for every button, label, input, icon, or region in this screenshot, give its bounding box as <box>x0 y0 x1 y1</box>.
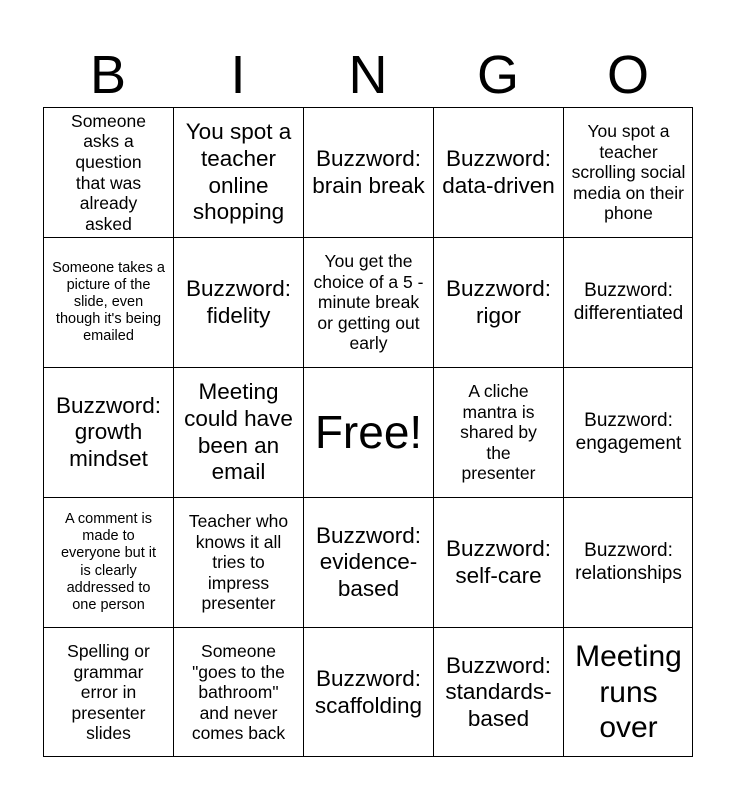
free-space-text: Free! <box>314 406 423 459</box>
bingo-cell-r5c4[interactable] <box>433 627 563 757</box>
cell-text: You get the choice of a 5 - minute break or getting out early <box>313 250 424 354</box>
bingo-cell-r4c3[interactable] <box>303 497 433 627</box>
bingo-cell-r1c1[interactable] <box>43 107 173 237</box>
bingo-cell-r5c3[interactable] <box>303 627 433 757</box>
cell-text: A cliche mantra is shared by the presenter <box>460 380 537 484</box>
cell-text: Someone "goes to the bathroom" and never comes back <box>191 640 286 744</box>
bingo-cell-r3c5[interactable] <box>563 367 693 497</box>
bingo-cell-r1c4[interactable] <box>433 107 563 237</box>
bingo-cell-r2c1[interactable] <box>43 237 173 367</box>
cell-text: Buzzword: rigor <box>445 275 552 328</box>
cell-text: Spelling or grammar error in presenter slides <box>67 640 150 744</box>
header-letter-i: I <box>230 45 246 105</box>
cell-text: Buzzword: scaffolding <box>314 665 423 718</box>
cell-text: Buzzword: relationships <box>575 540 682 584</box>
header-letter-n: N <box>348 45 388 105</box>
cell-text: Meeting runs over <box>575 640 682 745</box>
cell-text: Meeting could have been an email <box>184 379 293 485</box>
bingo-cell-r2c2[interactable] <box>173 237 303 367</box>
cell-text: Someone takes a picture of the slide, even though it's being emailed <box>52 259 165 345</box>
bingo-cell-r2c3[interactable] <box>303 237 433 367</box>
cell-text: Buzzword: evidence-based <box>315 522 422 601</box>
bingo-cell-r2c5[interactable] <box>563 237 693 367</box>
cell-text: Someone asks a question that was already asked <box>71 110 146 234</box>
bingo-cell-r5c5[interactable] <box>563 627 693 757</box>
bingo-cell-r4c4[interactable] <box>433 497 563 627</box>
bingo-cell-r1c2[interactable] <box>173 107 303 237</box>
cell-text: Buzzword: differentiated <box>573 280 684 324</box>
bingo-cell-r3c3-free[interactable] <box>303 367 433 497</box>
bingo-cell-r3c1[interactable] <box>43 367 173 497</box>
cell-text: You spot a teacher online shopping <box>185 119 292 225</box>
header-letter-g: G <box>476 45 519 105</box>
cell-text: Teacher who knows it all tries to impress presenter <box>188 510 289 614</box>
bingo-header <box>43 44 693 106</box>
bingo-cell-r4c5[interactable] <box>563 497 693 627</box>
cell-text: Buzzword: brain break <box>312 145 425 198</box>
bingo-cell-r3c4[interactable] <box>433 367 563 497</box>
bingo-cell-r5c2[interactable] <box>173 627 303 757</box>
bingo-cell-r4c2[interactable] <box>173 497 303 627</box>
cell-text: Buzzword: engagement <box>575 410 682 454</box>
cell-text: A comment is made to everyone but it is clearly addressed to one person <box>60 511 157 613</box>
bingo-board <box>43 107 693 757</box>
bingo-cell-r2c4[interactable] <box>433 237 563 367</box>
bingo-cell-r1c5[interactable] <box>563 107 693 237</box>
bingo-cell-r4c1[interactable] <box>43 497 173 627</box>
header-letter-o: O <box>606 45 649 105</box>
cell-text: You spot a teacher scrolling social media on their phone <box>571 120 686 224</box>
bingo-cell-r1c3[interactable] <box>303 107 433 237</box>
cell-text: Buzzword: data-driven <box>442 145 555 198</box>
cell-text: Buzzword: standards-based <box>445 652 552 731</box>
bingo-cell-r3c2[interactable] <box>173 367 303 497</box>
cell-text: Buzzword: self-care <box>445 535 552 588</box>
cell-text: Buzzword: fidelity <box>185 275 292 328</box>
bingo-cell-r5c1[interactable] <box>43 627 173 757</box>
cell-text: Buzzword: growth mindset <box>55 392 162 471</box>
header-letter-b: B <box>89 45 127 105</box>
